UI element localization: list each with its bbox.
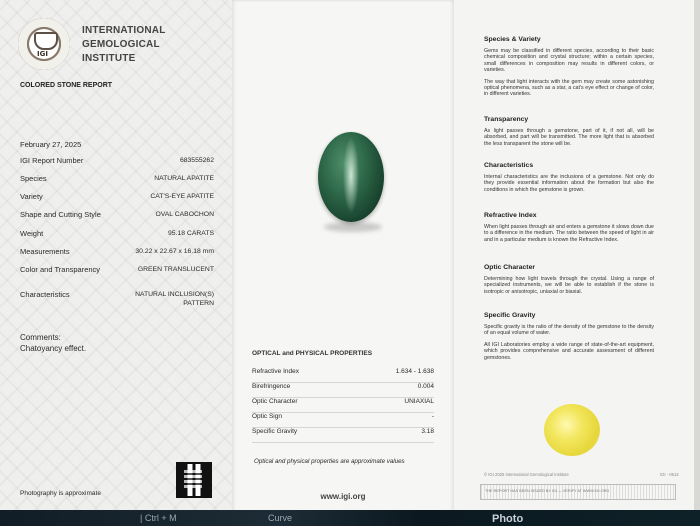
section-title: Species & Variety bbox=[484, 36, 541, 43]
optical-note: Optical and physical properties are approximate values bbox=[254, 458, 405, 465]
optical-row-birefringence: Birefringence 0.004 bbox=[252, 383, 434, 398]
section-text: Gems may be classified in different species, according to their basic chemical composition and crystal structure; within a certain species, small differences in composition may results in different colors, or varieties. bbox=[484, 48, 654, 74]
optical-row-optic-character: Optic Character UNIAXIAL bbox=[252, 398, 434, 413]
hologram-seal-icon bbox=[544, 404, 600, 456]
optical-properties-title: OPTICAL and PHYSICAL PROPERTIES bbox=[252, 350, 373, 357]
page-edge-strip bbox=[694, 0, 700, 512]
section-specific-gravity bbox=[484, 312, 654, 366]
comments-block: Comments: Chatoyancy effect. bbox=[20, 333, 87, 353]
section-text: When light passes through air and enters a gemstone it slows down due to a difference in the medium. The ratio between the speed of light in air and in a particular medium is known the Refractive Index. bbox=[484, 224, 654, 243]
section-text: Determining how light travels through the crystal. Using a range of specialized instruments, we will be able to establish if the stone is isotropic or anisotropic, uniaxial or biaxial. bbox=[484, 276, 654, 295]
photo-note: Photography is approximate bbox=[20, 490, 101, 497]
report-left-panel: IGI INTERNATIONAL GEMOLOGICAL INSTITUTE COLORED STONE REPORT February 27, 2025 IGI Report Number 683555262 Species NATURAL APATITE Variety CAT'S-EYE APATITE Shape and Cutting Style OVAL CABOCHON Weight 95.18 CARATS Measurements 30.22 x 22.67 x 16.18 mm Color and Transparency GREEN TRANSLUCENT Characteristics NATURAL INCLUSION(S) PATTERN Comments: Chatoyancy effect. Photography is approximate bbox=[0, 0, 232, 512]
background-text-fragment: Photo bbox=[492, 513, 524, 525]
qr-code-icon[interactable] bbox=[176, 462, 212, 498]
report-middle-panel bbox=[232, 0, 454, 512]
section-optic-character bbox=[484, 264, 654, 300]
diamond-icon bbox=[34, 32, 58, 50]
report-right-panel bbox=[454, 0, 694, 512]
report-title: COLORED STONE REPORT bbox=[20, 82, 113, 89]
website-link[interactable]: www.igi.org bbox=[320, 492, 366, 501]
copyright-text: © IGI 2025 International Gemological Institute bbox=[484, 472, 569, 477]
section-title: Specific Gravity bbox=[484, 312, 536, 319]
cats-eye-apatite-image bbox=[318, 132, 384, 222]
background-text-fragment: | Ctrl + M bbox=[140, 513, 177, 523]
optical-row-optic-sign: Optic Sign - bbox=[252, 413, 434, 428]
institute-name: INTERNATIONAL GEMOLOGICAL INSTITUTE bbox=[82, 25, 166, 64]
section-refractive-index bbox=[484, 212, 654, 248]
section-characteristics bbox=[484, 162, 654, 198]
page-number: IGI - 0613 bbox=[660, 472, 679, 477]
section-text: Specific gravity is the ratio of the density of the gemstone to the density of an equal volume of water. bbox=[484, 324, 654, 337]
background-screen bbox=[0, 510, 700, 526]
section-text: All IGI Laboratories employ a wide range of state-of-the-art equipment, which provides comprehensive and accurate assessment of different gemstones. bbox=[484, 341, 654, 361]
optical-row-specific-gravity: Specific Gravity 3.18 bbox=[252, 428, 434, 443]
optical-row-refractive-index: Refractive Index 1.634 - 1.638 bbox=[252, 368, 434, 383]
background-text-fragment: Curve bbox=[268, 513, 293, 523]
security-barcode-strip: THE REPORT HAS BEEN ISSUED BY IGI — VERIFY AT WWW.IGI.ORG bbox=[480, 484, 676, 500]
gemstone-photo bbox=[318, 132, 384, 222]
section-text: The way that light interacts with the gem may create some astonishing optical phenomena, such as a star, a cat's eye effect or change of color, in different varieties. bbox=[484, 78, 654, 98]
section-title: Characteristics bbox=[484, 162, 534, 169]
section-text: Internal characteristics are the inclusions of a gemstone. Not only do they provide essential information about the formation but also the conditions in which the gemstone is grown. bbox=[484, 174, 654, 193]
section-title: Transparency bbox=[484, 116, 529, 123]
section-species-variety bbox=[484, 36, 654, 103]
section-transparency bbox=[484, 116, 654, 152]
section-text: As light passes through a gemstone, part of it, if not all, will be absorbed, and part will be transmitted. The more light that is absorbed the less transparent the stone will be. bbox=[484, 128, 654, 147]
igi-seal-logo: IGI bbox=[18, 18, 70, 70]
section-title: Refractive Index bbox=[484, 212, 537, 219]
section-title: Optic Character bbox=[484, 264, 535, 271]
